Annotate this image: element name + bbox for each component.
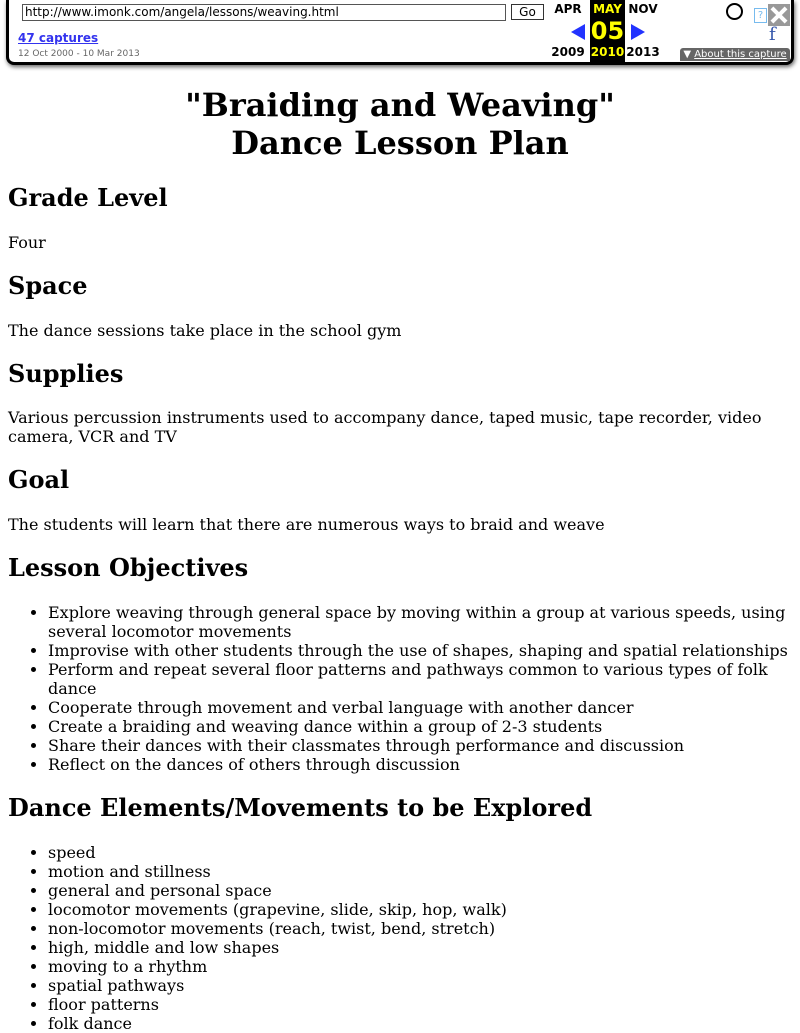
section-text: Four (8, 233, 46, 252)
section-lesson-objectives (8, 554, 792, 582)
objectives-list-block (8, 603, 792, 774)
dance-elements-list (8, 843, 792, 1033)
section-heading: Lesson Objectives (8, 553, 249, 582)
help-icon[interactable]: ? (754, 8, 767, 23)
supplies-text-block (8, 408, 792, 446)
list-item: • Cooperate through movement and verbal language with another dancer (48, 698, 792, 717)
list-item: • Create a braiding and weaving dance within a group of 2-3 students (48, 717, 792, 736)
section-heading: Space (8, 271, 88, 300)
goal-text-block (8, 515, 792, 534)
list-item: • non-locomotor movements (reach, twist, bend, stretch) (48, 919, 792, 938)
go-button[interactable]: Go (511, 4, 544, 20)
close-icon[interactable] (768, 4, 790, 26)
section-text: The students will learn that there are numerous ways to braid and weave (8, 515, 605, 534)
list-item: • floor patterns (48, 995, 792, 1014)
list-item: • high, middle and low shapes (48, 938, 792, 957)
list-item: • folk dance (48, 1014, 792, 1033)
loading-circle-icon (726, 3, 743, 20)
section-text: The dance sessions take place in the school gym (8, 321, 402, 340)
url-input[interactable] (22, 4, 506, 21)
section-goal (8, 466, 792, 494)
list-item: • Improvise with other students through the use of shapes, shaping and spatial relationships (48, 641, 792, 660)
section-space (8, 272, 792, 300)
wayback-toolbar (6, 0, 794, 65)
captures-link[interactable]: 47 captures (18, 31, 99, 45)
list-item: • Share their dances with their classmates through performance and discussion (48, 736, 792, 755)
capture-date-range: 12 Oct 2000 - 10 Mar 2013 (18, 49, 140, 59)
section-supplies (8, 360, 792, 388)
list-item: • speed (48, 843, 792, 862)
next-capture-column[interactable] (625, 0, 661, 59)
objectives-list (8, 603, 792, 774)
section-heading: Grade Level (8, 183, 168, 212)
next-month[interactable]: NOV (628, 2, 658, 16)
list-item: • Explore weaving through general space by moving within a group at various speeds, using several locomotor movements (48, 603, 792, 641)
list-item: • locomotor movements (grapevine, slide, skip, hop, walk) (48, 900, 792, 919)
list-item: • Reflect on the dances of others through discussion (48, 755, 792, 774)
prev-year[interactable]: 2009 (551, 45, 585, 59)
title-line-1: "Braiding and Weaving" (185, 86, 615, 124)
grade-level-text-block (8, 233, 792, 252)
prev-capture-column[interactable] (550, 0, 586, 59)
list-item: • Perform and repeat several floor patterns and pathways common to various types of folk dance (48, 660, 792, 698)
prev-capture-arrow-icon[interactable] (571, 24, 585, 40)
next-year[interactable]: 2013 (626, 45, 660, 59)
section-dance-elements (8, 794, 792, 822)
about-capture-button[interactable] (680, 48, 790, 61)
section-text: Various percussion instruments used to accompany dance, taped music, tape recorder, video camera, VCR and TV (8, 408, 762, 446)
prev-month[interactable]: APR (554, 2, 582, 16)
space-text-block (8, 321, 792, 340)
section-heading: Dance Elements/Movements to be Explored (8, 793, 593, 822)
next-capture-arrow-icon[interactable] (631, 24, 645, 40)
current-capture-column (590, 0, 625, 62)
list-item: • moving to a rhythm (48, 957, 792, 976)
list-item: • spatial pathways (48, 976, 792, 995)
section-heading: Supplies (8, 359, 124, 388)
current-month: MAY (593, 2, 622, 16)
section-heading: Goal (8, 465, 70, 494)
page-title (8, 86, 792, 162)
title-line-2: Dance Lesson Plan (231, 124, 569, 162)
section-grade-level (8, 184, 792, 212)
dance-elements-list-block (8, 843, 792, 1033)
list-item: • motion and stillness (48, 862, 792, 881)
triangle-down-icon: ▼ (683, 49, 692, 60)
current-day: 05 (590, 17, 625, 45)
about-capture-label[interactable]: About this capture (694, 49, 787, 60)
current-year: 2010 (590, 45, 625, 59)
facebook-icon[interactable]: f (769, 24, 776, 45)
list-item: • general and personal space (48, 881, 792, 900)
